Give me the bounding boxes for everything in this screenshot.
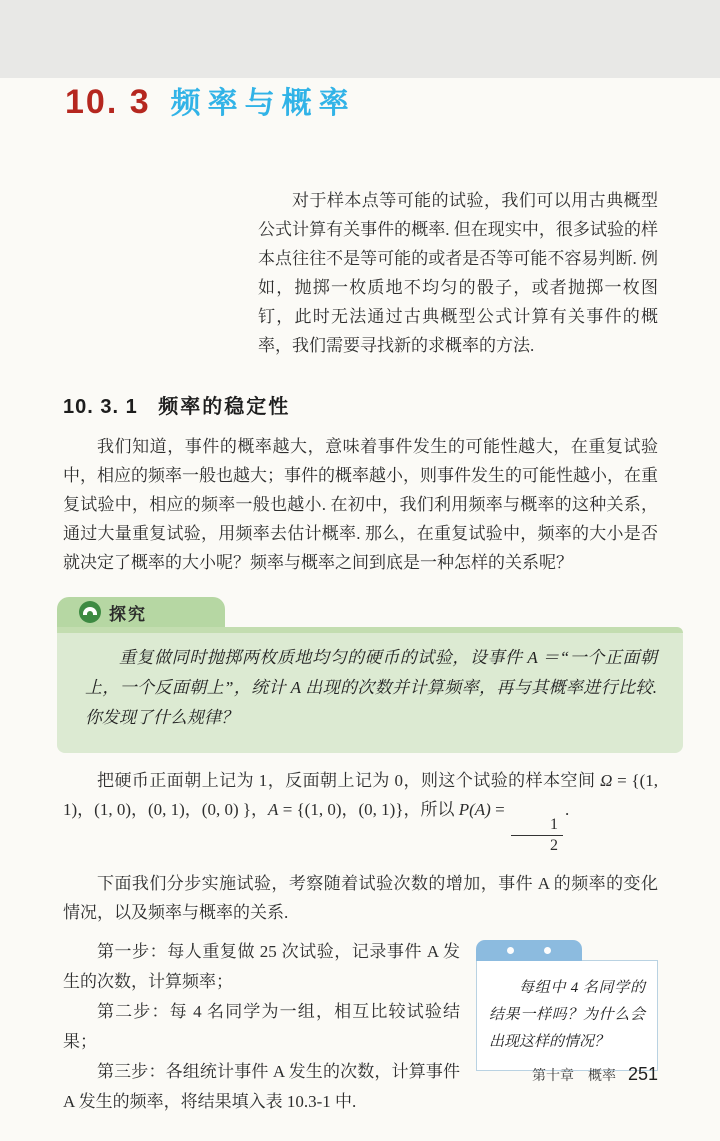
- side-note-box: [476, 939, 658, 1071]
- sample-space-paragraph: [63, 766, 658, 856]
- fraction-numerator: 1: [511, 816, 563, 836]
- page-footer: [532, 1064, 658, 1085]
- fraction-one-half: [511, 816, 563, 856]
- explore-body: [57, 627, 683, 753]
- explore-tab: [57, 597, 225, 627]
- probability-expression: P(A): [458, 800, 491, 819]
- subsection-heading: [63, 390, 658, 419]
- formula-text-1: 把硬币正面朝上记为 1，反面朝上记为 0，则这个试验的样本空间: [97, 771, 601, 790]
- section-name: 频率与概率: [170, 87, 356, 120]
- footer-chapter: 第十章: [531, 1069, 574, 1084]
- formula-text-3: = {(1, 0)，(0, 1)}，所以: [278, 800, 459, 819]
- section-number: 10. 3: [65, 83, 151, 121]
- body-paragraph-2: 下面我们分步实施试验，考察随着试验次数的增加，事件 A 的频率的变化情况，以及频率与概率的关系.: [63, 873, 658, 922]
- formula-text-4: =: [490, 800, 509, 819]
- fraction-denominator: 2: [549, 837, 558, 855]
- body-paragraph-1: 我们知道，事件的概率越大，意味着事件发生的可能性越大，在重复试验中，相应的频率一般也越大；事件的概率越小，则事件发生的可能性越小，在重复试验中，相应的频率一般也越小. 在初中，我们利用频率与概率的这种关系，通过大量重复试验，用频率去估计概率. 那么，在重复试验中，频率的大小是否就决定了概率的大小呢？频率与概率之间到底是一种怎样的关系呢？: [63, 437, 658, 572]
- tab-dot-right: [544, 947, 551, 954]
- intro-paragraph: 对于样本点等可能的试验，我们可以用古典概型公式计算有关事件的概率. 但在现实中，很多试验的样本点往往不是等可能的或者是否等可能不容易判断. 例如，抛掷一枚质地不均匀的骰子，或者抛掷一枚图钉，此时无法通过古典概型公式计算有关事件的概率，我们需要寻找新的求概率的方法.: [258, 191, 658, 355]
- page-title: [65, 78, 658, 122]
- explore-box: [57, 597, 683, 753]
- steps-section: [63, 937, 658, 1117]
- footer-subject: 概率: [587, 1069, 616, 1084]
- subsection-title: 频率的稳定性: [158, 396, 291, 418]
- explore-arch-icon: [79, 601, 101, 623]
- step-2: 第二步：每 4 名同学为一组，相互比较试验结果；: [63, 1001, 460, 1051]
- explore-label: 探究: [109, 604, 147, 624]
- textbook-page: [0, 78, 720, 1141]
- side-note-tab: [476, 940, 582, 961]
- side-note-text: 每组中 4 名同学的结果一样吗？为什么会出现这样的情况？: [489, 979, 645, 1050]
- formula-text-5: .: [564, 800, 570, 819]
- step-1: 第一步：每人重复做 25 次试验，记录事件 A 发生的次数，计算频率；: [63, 941, 460, 991]
- side-note-body: [476, 960, 658, 1071]
- step-3: 第三步：各组统计事件 A 发生的次数，计算事件 A 发生的频率，将结果填入表 10.3-1 中.: [63, 1061, 460, 1111]
- event-a-symbol: A: [268, 800, 279, 819]
- page-number: 251: [627, 1064, 658, 1084]
- omega-symbol: Ω: [600, 771, 613, 790]
- tab-dot-left: [507, 947, 514, 954]
- formula-text-2: = {(1, 1)，(1, 0)，(0, 1)，(0, 0) }，: [63, 771, 658, 819]
- explore-text: 重复做同时抛掷两枚质地均匀的硬币的试验，设事件 A ＝“一个正面朝上，一个反面朝上”，统计 A 出现的次数并计算频率，再与其概率进行比较. 你发现了什么规律？: [85, 648, 657, 727]
- subsection-number: 10. 3. 1: [63, 396, 138, 418]
